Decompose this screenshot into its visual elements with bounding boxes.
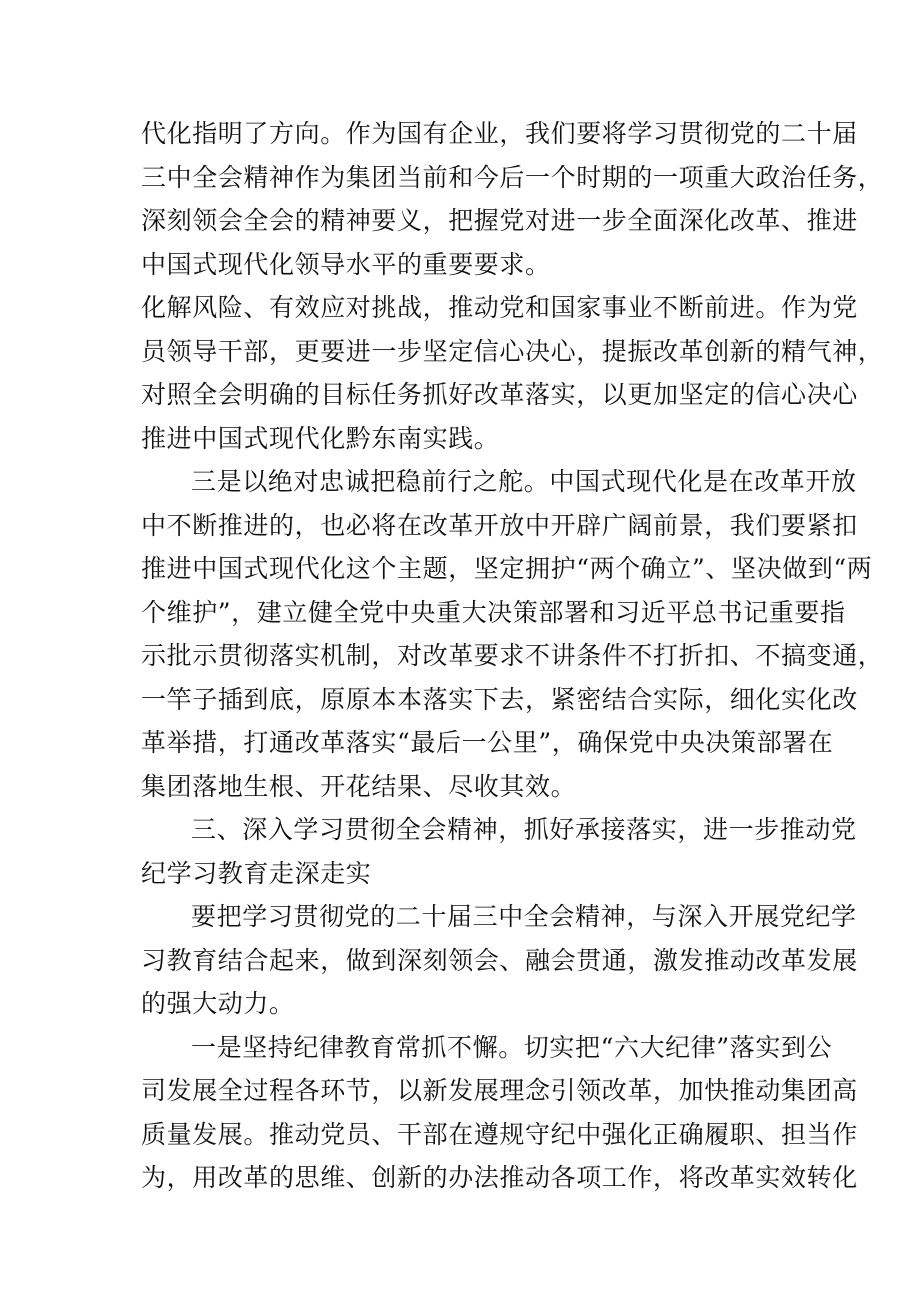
body-text [141, 112, 884, 1200]
paragraph-start-line: 一是坚持纪律教育常抓不懈。切实把“六大纪律”落实到公 [191, 1032, 833, 1062]
text-line: 的强大动力。 [141, 989, 295, 1018]
text-line: 推进中国式现代化黔东南实践。 [141, 423, 500, 453]
text-line: 代化指明了方向。作为国有企业，我们要将学习贯彻党的二十届 [141, 119, 858, 148]
text-line: 对照全会明确的目标任务抓好改革落实，以更加坚定的信心决心 [141, 380, 858, 409]
paragraph-start-line: 三是以绝对忠诚把稳前行之舵。中国式现代化是在改革开放 [191, 467, 857, 496]
text-line: 中国式现代化领导水平的重要要求。 [141, 249, 551, 279]
text-line: 员领导干部，更要进一步坚定信心决心，提振改革创新的精气神， [141, 336, 884, 366]
text-line: 司发展全过程各环节，以新发展理念引领改革，加快推动集团高 [141, 1076, 858, 1105]
text-line: 个维护”，建立健全党中央重大决策部署和习近平总书记重要指 [141, 597, 846, 627]
paragraph-start-line: 要把学习贯彻党的二十届三中全会精神，与深入开展党纪学 [191, 902, 857, 931]
text-line: 推进中国式现代化这个主题，坚定拥护“两个确立”、坚决做到“两 [141, 554, 873, 583]
text-line: 革举措，打通改革落实“最后一公里”，确保党中央决策部署在 [141, 728, 834, 757]
section-heading-line: 纪学习教育走深走实 [141, 858, 372, 888]
text-line: 为，用改革的思维、创新的办法推动各项工作，将改革实效转化 [141, 1163, 858, 1192]
text-line: 化解风险、有效应对挑战，推动党和国家事业不断前进。作为党 [141, 293, 858, 322]
text-line: 中不断推进的，也必将在改革开放中开辟广阔前景，我们要紧扣 [141, 510, 858, 540]
text-line: 习教育结合起来，做到深刻领会、融会贯通，激发推动改革发展 [141, 945, 858, 975]
text-line: 示批示贯彻落实机制，对改革要求不讲条件不打折扣、不搞变通， [141, 641, 884, 670]
text-line: 质量发展。推动党员、干部在遵规守纪中强化正确履职、担当作 [141, 1119, 858, 1149]
text-line: 深刻领会全会的精神要义，把握党对进一步全面深化改革、推进 [141, 206, 858, 235]
text-line: 三中全会精神作为集团当前和今后一个时期的一项重大政治任务， [141, 162, 884, 192]
section-heading-line: 三、深入学习贯彻全会精神，抓好承接落实，进一步推动党 [191, 815, 857, 844]
text-line: 集团落地生根、开花结果、尽收其效。 [141, 771, 577, 801]
text-line: 一竿子插到底，原原本本落实下去，紧密结合实际，细化实化改 [141, 684, 858, 714]
